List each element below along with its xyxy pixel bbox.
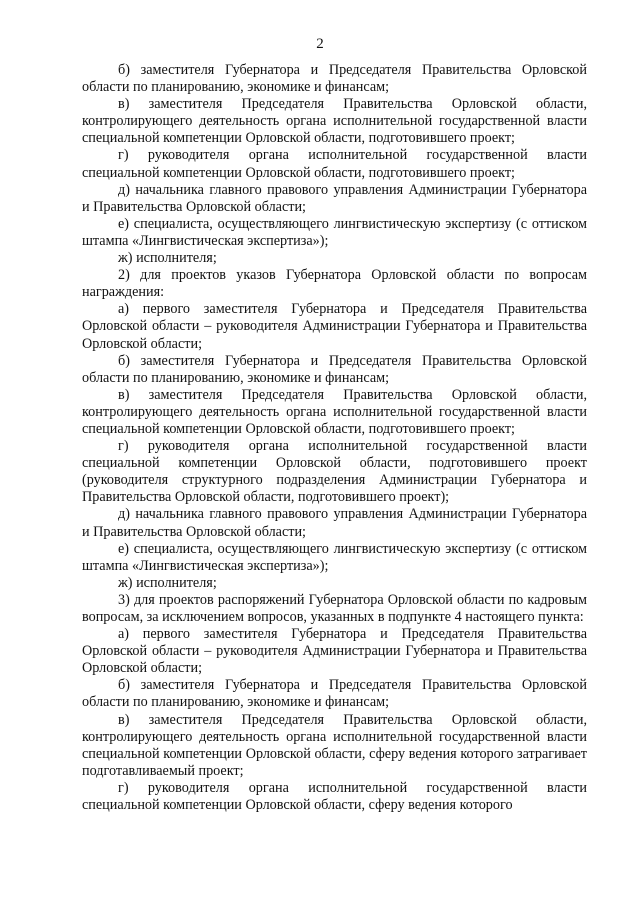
paragraph: 3) для проектов распоряжений Губернатора Орловской области по кадровым вопросам, за исключением вопросов, указанных в подпункте 4 настоящего пункта:	[82, 591, 587, 625]
paragraph: г) руководителя органа исполнительной государственной власти специальной компетенции Орловской области, сферу ведения которого	[82, 779, 587, 814]
paragraph: в) заместителя Председателя Правительства Орловской области, контролирующего деятельность органа исполнительной государственной власти специальной компетенции Орловской области, сферу ведения которого затрагивает подготавливаемый проект;	[82, 711, 587, 779]
paragraph: б) заместителя Губернатора и Председателя Правительства Орловской области по планированию, экономике и финансам;	[82, 677, 587, 711]
paragraph: в) заместителя Председателя Правительства Орловской области, контролирующего деятельность органа исполнительной государственной власти специальной компетенции Орловской области, подготовившего проект;	[82, 386, 587, 437]
paragraph: в) заместителя Председателя Правительства Орловской области, контролирующего деятельность органа исполнительной государственной власти специальной компетенции Орловской области, подготовившего проект;	[82, 96, 587, 147]
paragraph: б) заместителя Губернатора и Председателя Правительства Орловской области по планированию, экономике и финансам;	[82, 62, 587, 96]
paragraph: г) руководителя органа исполнительной государственной власти специальной компетенции Орловской области, подготовившего проект;	[82, 147, 587, 181]
paragraph: а) первого заместителя Губернатора и Председателя Правительства Орловской области – руководителя Администрации Губернатора и Правительства Орловской области;	[82, 626, 587, 677]
paragraph: е) специалиста, осуществляющего лингвистическую экспертизу (с оттиском штампа «Лингвистическая экспертиза»);	[82, 215, 587, 249]
paragraph: 2) для проектов указов Губернатора Орловской области по вопросам награждения:	[82, 267, 587, 301]
paragraph: ж) исполнителя;	[118, 250, 217, 267]
paragraph: г) руководителя органа исполнительной государственной власти специальной компетенции Орловской области, подготовившего проект (руководителя структурного подразделения Администрации Губернатора и Правительства Орловской области, подготовившего проект);	[82, 438, 587, 506]
paragraph: ж) исполнителя;	[118, 574, 217, 591]
paragraph: д) начальника главного правового управления Администрации Губернатора и Правительства Орловской области;	[82, 506, 587, 540]
paragraph: е) специалиста, осуществляющего лингвистическую экспертизу (с оттиском штампа «Лингвистическая экспертиза»);	[82, 540, 587, 574]
paragraph: б) заместителя Губернатора и Председателя Правительства Орловской области по планированию, экономике и финансам;	[82, 352, 587, 386]
document-body	[82, 62, 587, 814]
paragraph: а) первого заместителя Губернатора и Председателя Правительства Орловской области – руководителя Администрации Губернатора и Правительства Орловской области;	[82, 301, 587, 352]
page-number: 2	[316, 36, 324, 52]
paragraph: д) начальника главного правового управления Администрации Губернатора и Правительства Орловской области;	[82, 181, 587, 215]
